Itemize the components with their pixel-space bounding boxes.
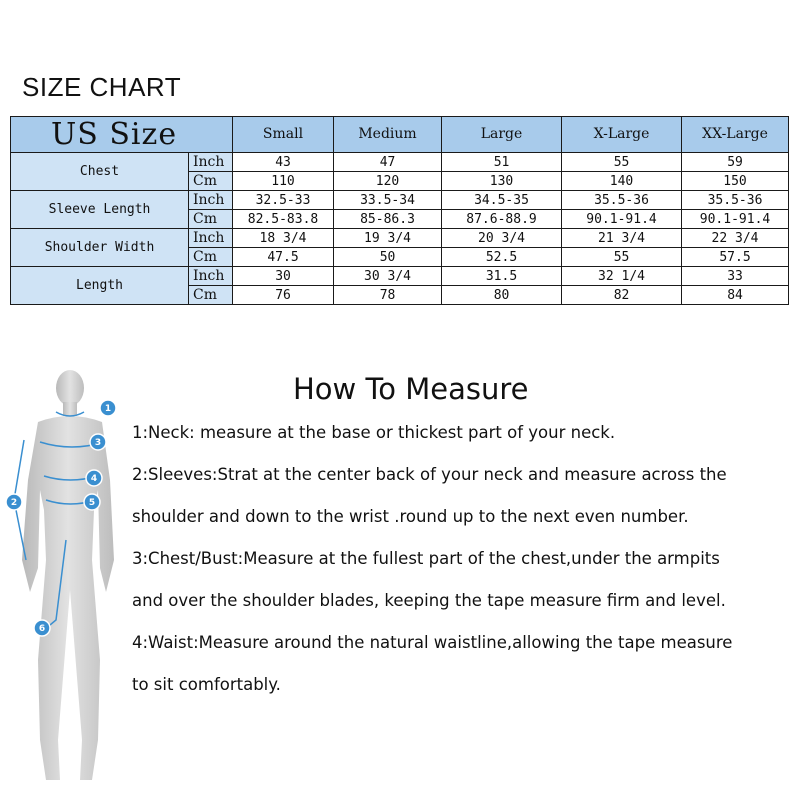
svg-text:2: 2 bbox=[10, 498, 18, 508]
unit-label: Cm bbox=[189, 172, 233, 191]
table-cell: 80 bbox=[442, 286, 562, 305]
marker-6-icon bbox=[34, 620, 50, 636]
table-cell: 22 3/4 bbox=[682, 229, 789, 248]
size-header-row bbox=[11, 117, 789, 153]
table-cell: 130 bbox=[442, 172, 562, 191]
table-cell: 90.1-91.4 bbox=[562, 210, 682, 229]
table-cell: 150 bbox=[682, 172, 789, 191]
unit-label: Cm bbox=[189, 210, 233, 229]
svg-text:5: 5 bbox=[88, 498, 96, 508]
measure-label: Shoulder Width bbox=[11, 229, 189, 267]
table-cell: 55 bbox=[562, 248, 682, 267]
table-cell: 59 bbox=[682, 153, 789, 172]
measure-instructions bbox=[132, 412, 797, 706]
table-cell: 51 bbox=[442, 153, 562, 172]
table-cell: 110 bbox=[233, 172, 334, 191]
unit-label: Cm bbox=[189, 248, 233, 267]
table-cell: 87.6-88.9 bbox=[442, 210, 562, 229]
table-cell: 33.5-34 bbox=[334, 191, 442, 210]
svg-text:4: 4 bbox=[90, 474, 98, 484]
instruction-line: to sit comfortably. bbox=[132, 675, 281, 694]
body-measurement-figure bbox=[0, 360, 130, 800]
table-cell: 52.5 bbox=[442, 248, 562, 267]
table-cell: 43 bbox=[233, 153, 334, 172]
marker-4-icon bbox=[86, 470, 102, 486]
instruction-line: 2:Sleeves:Strat at the center back of your neck and measure across the bbox=[132, 465, 727, 484]
table-cell: 20 3/4 bbox=[442, 229, 562, 248]
unit-label: Inch bbox=[189, 153, 233, 172]
table-cell: 32 1/4 bbox=[562, 267, 682, 286]
unit-label: Inch bbox=[189, 191, 233, 210]
table-cell: 55 bbox=[562, 153, 682, 172]
measure-label: Chest bbox=[11, 153, 189, 191]
instruction-line: shoulder and down to the wrist .round up to the next even number. bbox=[132, 507, 689, 526]
table-cell: 84 bbox=[682, 286, 789, 305]
table-row bbox=[11, 229, 789, 248]
marker-3-icon bbox=[90, 434, 106, 450]
table-cell: 34.5-35 bbox=[442, 191, 562, 210]
table-cell: 85-86.3 bbox=[334, 210, 442, 229]
table-cell: 33 bbox=[682, 267, 789, 286]
table-cell: 47 bbox=[334, 153, 442, 172]
table-cell: 30 3/4 bbox=[334, 267, 442, 286]
unit-label: Cm bbox=[189, 286, 233, 305]
size-header-cell: Small bbox=[233, 117, 334, 153]
size-header-cell: Large bbox=[442, 117, 562, 153]
how-to-measure-title: How To Measure bbox=[293, 372, 529, 406]
table-row bbox=[11, 191, 789, 210]
table-cell: 30 bbox=[233, 267, 334, 286]
table-cell: 31.5 bbox=[442, 267, 562, 286]
table-cell: 57.5 bbox=[682, 248, 789, 267]
table-cell: 19 3/4 bbox=[334, 229, 442, 248]
table-cell: 35.5-36 bbox=[562, 191, 682, 210]
size-header-cell: X-Large bbox=[562, 117, 682, 153]
table-cell: 90.1-91.4 bbox=[682, 210, 789, 229]
table-cell: 76 bbox=[233, 286, 334, 305]
table-cell: 21 3/4 bbox=[562, 229, 682, 248]
instruction-line: 3:Chest/Bust:Measure at the fullest part of the chest,under the armpits bbox=[132, 549, 720, 568]
table-cell: 140 bbox=[562, 172, 682, 191]
size-header-cell: Medium bbox=[334, 117, 442, 153]
instruction-line: 1:Neck: measure at the base or thickest part of your neck. bbox=[132, 423, 616, 442]
table-row bbox=[11, 267, 789, 286]
instruction-line: and over the shoulder blades, keeping the tape measure firm and level. bbox=[132, 591, 726, 610]
table-cell: 47.5 bbox=[233, 248, 334, 267]
table-cell: 78 bbox=[334, 286, 442, 305]
instruction-line: 4:Waist:Measure around the natural waistline,allowing the tape measure bbox=[132, 633, 733, 652]
svg-text:1: 1 bbox=[104, 404, 112, 414]
unit-label: Inch bbox=[189, 229, 233, 248]
table-row bbox=[11, 153, 789, 172]
size-header-cell: XX-Large bbox=[682, 117, 789, 153]
page-title: SIZE CHART bbox=[22, 72, 182, 102]
marker-5-icon bbox=[84, 494, 100, 510]
table-cell: 50 bbox=[334, 248, 442, 267]
unit-label: Inch bbox=[189, 267, 233, 286]
svg-text:6: 6 bbox=[38, 624, 46, 634]
table-cell: 82.5-83.8 bbox=[233, 210, 334, 229]
body-silhouette bbox=[22, 370, 114, 780]
measure-label: Sleeve Length bbox=[11, 191, 189, 229]
size-chart-table bbox=[10, 116, 789, 305]
marker-1-icon bbox=[100, 400, 116, 416]
table-cell: 82 bbox=[562, 286, 682, 305]
marker-2-icon bbox=[6, 494, 22, 510]
table-cell: 35.5-36 bbox=[682, 191, 789, 210]
table-cell: 32.5-33 bbox=[233, 191, 334, 210]
svg-text:3: 3 bbox=[94, 438, 102, 448]
table-cell: 120 bbox=[334, 172, 442, 191]
table-cell: 18 3/4 bbox=[233, 229, 334, 248]
us-size-header: US Size bbox=[11, 117, 233, 153]
measure-label: Length bbox=[11, 267, 189, 305]
